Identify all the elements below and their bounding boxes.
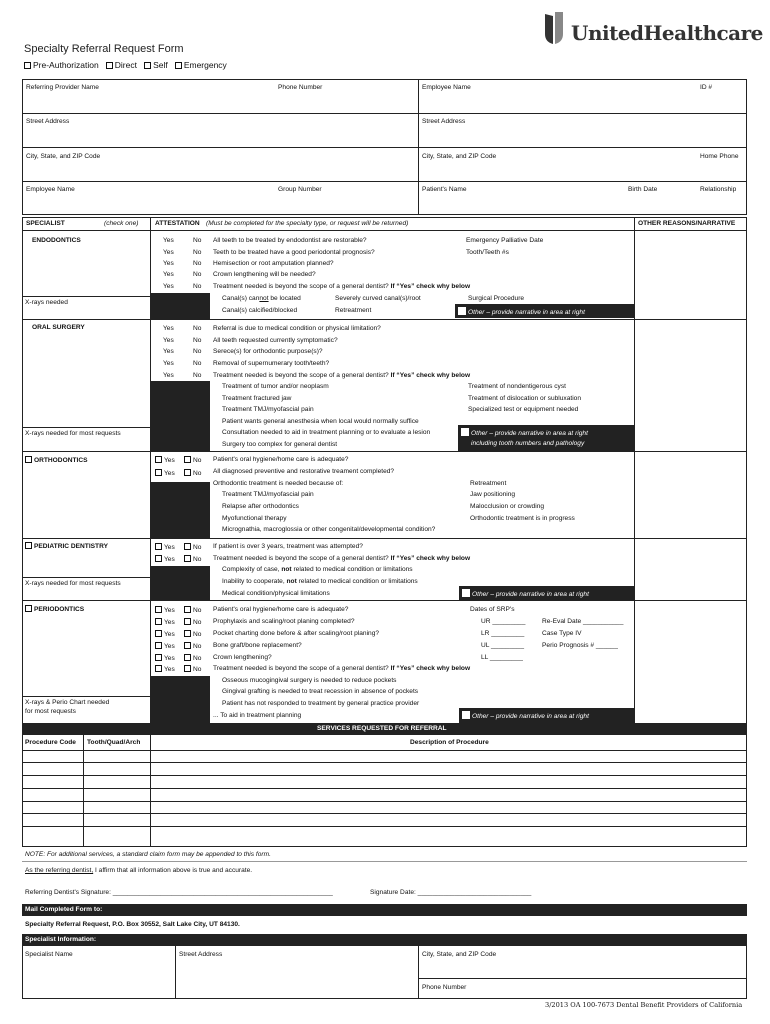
question: All teeth requested currently symptomatic? — [213, 337, 338, 344]
yes-option[interactable]: Yes — [163, 337, 174, 344]
question: All teeth to be treated by endodontist are restorable? — [213, 237, 367, 244]
yes-option[interactable]: Yes — [163, 271, 174, 278]
yes-option[interactable]: Yes — [155, 606, 175, 615]
reason-option[interactable]: Gingival grafting is needed to treat recession in absence of pockets — [222, 688, 419, 695]
checkbox[interactable] — [25, 456, 32, 463]
no-option[interactable]: No — [193, 337, 202, 344]
logo-text: UnitedHealthcare — [571, 21, 763, 45]
id-field[interactable]: ID # — [700, 84, 713, 91]
reeval-date-field[interactable]: Re-Eval Date ___________ — [542, 618, 624, 625]
yes-option[interactable]: Yes — [155, 665, 175, 674]
question: Patient's oral hygiene/home care is adequate? — [213, 606, 349, 613]
reason-option[interactable]: Inability to cooperate, not related to medical condition or limitations — [222, 578, 418, 585]
reason-option[interactable]: Complexity of case, not related to medical condition or limitations — [222, 566, 413, 573]
no-option[interactable]: No — [184, 642, 201, 651]
services-title: SERVICES REQUESTED FOR REFERRAL — [317, 725, 447, 732]
mail-to-label: Mail Completed Form to: — [25, 906, 103, 913]
attestation-header: ATTESTATION — [155, 220, 200, 227]
no-option[interactable]: No — [184, 618, 201, 627]
no-option[interactable]: No — [184, 665, 201, 674]
endodontics-label: ENDODONTICS — [32, 237, 81, 244]
reason-option[interactable]: Treatment of dislocation or subluxation — [468, 395, 582, 402]
emergency-option[interactable]: Emergency — [175, 60, 227, 70]
phone-number-field[interactable]: Phone Number — [278, 84, 323, 91]
yes-option[interactable]: Yes — [163, 249, 174, 256]
reason-option[interactable]: Osseous mucogingival surgery is needed to reduce pockets — [222, 677, 397, 684]
perio-xrays-note: for most requests — [25, 708, 76, 715]
other-option[interactable]: Other – provide narrative in area at right — [461, 428, 588, 438]
no-option[interactable]: No — [184, 606, 201, 615]
group-number-field[interactable]: Group Number — [278, 186, 322, 193]
pre-auth-option[interactable]: Pre-Authorization — [24, 60, 99, 70]
no-option[interactable]: No — [184, 543, 201, 552]
oral-surgery-label: ORAL SURGERY — [32, 324, 85, 331]
no-option[interactable]: No — [184, 469, 201, 478]
reason-option[interactable]: Surgery too complex for general dentist — [222, 441, 338, 448]
yes-option[interactable]: Yes — [155, 654, 175, 663]
specialist-name-field[interactable]: Specialist Name — [25, 951, 73, 958]
tooth-numbers-field[interactable]: Tooth/Teeth #s — [466, 249, 509, 256]
self-option[interactable]: Self — [144, 60, 168, 70]
question: Crown lengthening will be needed? — [213, 271, 316, 278]
reason-option[interactable]: Treatment of nondentigerous cyst — [468, 383, 566, 390]
question: Crown lengthening? — [213, 654, 272, 661]
perio-prognosis-field[interactable]: Perio Prognosis # ______ — [542, 642, 618, 649]
no-option[interactable]: No — [193, 348, 202, 355]
yes-option[interactable]: Yes — [155, 618, 175, 627]
question: All diagnosed preventive and restorative treament completed? — [213, 468, 395, 475]
reason-option[interactable]: Relapse after orthodontics — [222, 503, 299, 510]
street-address-field[interactable]: Street Address — [26, 118, 70, 125]
affirmation: As the referring dentist, I affirm that all information above is true and accurate. — [25, 867, 253, 874]
question: Removal of supernumerary tooth/teeth? — [213, 360, 330, 367]
specialist-street-field[interactable]: Street Address — [179, 951, 223, 958]
yes-option[interactable]: Yes — [163, 283, 174, 290]
reason-option[interactable]: Patient wants general anesthesia when local would normally suffice — [222, 418, 419, 425]
oral-surgery-xrays: X-rays needed for most requests — [25, 430, 121, 437]
other-option-note: including tooth numbers and pathology — [471, 440, 585, 447]
yes-option[interactable]: Yes — [155, 469, 175, 478]
city-state-zip-field[interactable]: City, State, and ZIP Code — [26, 153, 101, 160]
direct-option[interactable]: Direct — [106, 60, 137, 70]
street-address-field-2[interactable]: Street Address — [422, 118, 466, 125]
referral-type-row — [24, 60, 227, 70]
page-title: Specialty Referral Request Form — [24, 43, 184, 55]
reason-option[interactable]: Medical condition/physical limitations — [222, 590, 330, 597]
patient-name-field[interactable]: Patient's Name — [422, 186, 467, 193]
no-option[interactable]: No — [193, 325, 202, 332]
ul-field[interactable]: UL _________ — [481, 642, 525, 649]
yes-option[interactable]: Yes — [163, 348, 174, 355]
beyond-scope-question: Treatment needed is beyond the scope of a general dentist? If “Yes” check why below — [213, 555, 471, 562]
no-option[interactable]: No — [193, 283, 202, 290]
city-state-zip-field-2[interactable]: City, State, and ZIP Code — [422, 153, 497, 160]
question: Pocket charting done before & after scaling/root planing? — [213, 630, 380, 637]
question: Hemisection or root amputation planned? — [213, 260, 334, 267]
other-reasons-header: OTHER REASONS/NARRATIVE — [638, 220, 736, 227]
no-option[interactable]: No — [193, 360, 202, 367]
reason-option[interactable]: ... To aid in treatment planning — [213, 712, 302, 719]
checkbox[interactable] — [25, 542, 32, 549]
referring-provider-field[interactable]: Referring Provider Name — [26, 84, 99, 91]
description-header: Description of Procedure — [410, 739, 489, 746]
tooth-quad-arch-header: Tooth/Quad/Arch — [87, 739, 141, 746]
yes-option[interactable]: Yes — [163, 260, 174, 267]
logo — [543, 10, 763, 48]
reason-option[interactable]: Surgical Procedure — [468, 295, 525, 302]
question: Bone graft/bone replacement? — [213, 642, 302, 649]
orthodontics-label[interactable]: ORTHODONTICS — [25, 456, 87, 465]
other-option[interactable]: Other – provide narrative in area at right — [458, 307, 585, 317]
reason-option[interactable]: Myofunctional therapy — [222, 515, 287, 522]
other-option[interactable]: Other – provide narrative in area at right — [462, 589, 589, 599]
other-option[interactable]: Other – provide narrative in area at right — [462, 711, 589, 721]
reason-option[interactable]: Patient has not responded to treatment by general practice provider — [222, 700, 420, 707]
ur-field[interactable]: UR _________ — [481, 618, 526, 625]
yes-option[interactable]: Yes — [163, 372, 174, 379]
emergency-date-field[interactable]: Emergency Palliative Date — [466, 237, 544, 244]
question: Prophylaxis and scaling/root planing completed? — [213, 618, 355, 625]
form-code: 3/2013 OA 100-7673 Dental Benefit Providers of California — [545, 1001, 743, 1009]
pediatric-label[interactable]: PEDIATRIC DENTISTRY — [25, 542, 108, 551]
yes-option[interactable]: Yes — [155, 642, 175, 651]
reason-option[interactable]: Canal(s) cannot be located — [222, 295, 301, 302]
yes-option[interactable]: Yes — [155, 630, 175, 639]
reason-option[interactable]: Jaw positioning — [470, 491, 516, 498]
specialist-info-label: Specialist Information: — [25, 936, 97, 943]
reason-option[interactable]: Orthodontic treatment is in progress — [470, 515, 575, 522]
no-option[interactable]: No — [184, 555, 201, 564]
case-type-field[interactable]: Case Type IV — [542, 630, 582, 637]
yes-option[interactable]: Yes — [155, 543, 175, 552]
yes-option[interactable]: Yes — [155, 555, 175, 564]
endodontics-xrays: X-rays needed — [25, 299, 68, 306]
beyond-scope-question: Treatment needed is beyond the scope of a general dentist? If “Yes” check why below — [213, 283, 471, 290]
employee-name-field[interactable]: Employee Name — [422, 84, 471, 91]
no-option[interactable]: No — [193, 249, 202, 256]
periodontics-label[interactable]: PERIODONTICS — [25, 605, 84, 614]
logo-mark-icon — [543, 10, 569, 46]
checkbox[interactable] — [24, 62, 31, 69]
reason-option[interactable]: Micrognathia, macroglossia or other congenital/developmental condition? — [222, 526, 436, 533]
additional-services-note: NOTE: For additional services, a standard claim form may be appended to this form. — [25, 851, 271, 858]
ll-field[interactable]: LL _________ — [481, 654, 523, 661]
checkbox[interactable] — [144, 62, 151, 69]
checkbox[interactable] — [25, 605, 32, 612]
question: Patient's oral hygiene/home care is adequate? — [213, 456, 349, 463]
yes-option[interactable]: Yes — [155, 456, 175, 465]
beyond-scope-question: Treatment needed is beyond the scope of a general dentist? If “Yes” check why below — [213, 372, 471, 379]
reason-option[interactable]: Treatment TMJ/myofascial pain — [222, 406, 314, 413]
employee-name-field-2[interactable]: Employee Name — [26, 186, 75, 193]
check-one-note: (check one) — [104, 220, 139, 227]
no-option[interactable]: No — [193, 271, 202, 278]
dentist-signature-field[interactable]: Referring Dentist's Signature: ____________________________________________________________ — [25, 889, 333, 896]
checkbox[interactable] — [175, 62, 182, 69]
reason-option[interactable]: Canal(s) calcified/blocked — [222, 307, 298, 314]
srp-dates-label: Dates of SRP's — [470, 606, 515, 613]
reason-option[interactable]: Treatment TMJ/myofascial pain — [222, 491, 314, 498]
specialist-header: SPECIALIST — [26, 220, 65, 227]
reason-option[interactable]: Consultation needed to aid in treatment planning or to evaluate a lesion — [222, 429, 431, 436]
yes-option[interactable]: Yes — [163, 360, 174, 367]
question: Referral is due to medical condition or physical limitation? — [213, 325, 381, 332]
procedure-code-header: Procedure Code — [25, 739, 76, 746]
question: Teeth to be treated have a good periodontal prognosis? — [213, 249, 375, 256]
no-option[interactable]: No — [193, 237, 202, 244]
reason-option[interactable]: Retreatment — [470, 480, 507, 487]
reason-option[interactable]: Treatment fractured jaw — [222, 395, 292, 402]
reason-option[interactable]: Treatment of tumor and/or neoplasm — [222, 383, 329, 390]
no-option[interactable]: No — [184, 456, 201, 465]
no-option[interactable]: No — [184, 654, 201, 663]
attestation-note: (Must be completed for the specialty type, or request will be returned) — [206, 220, 409, 227]
reason-option[interactable]: Malocclusion or crowding — [470, 503, 545, 510]
reason-option[interactable]: Retreatment — [335, 307, 372, 314]
question: Orthodontic treatment is needed because of: — [213, 480, 344, 487]
perio-xrays: X-rays & Perio Chart needed — [25, 699, 110, 706]
yes-option[interactable]: Yes — [163, 325, 174, 332]
yes-option[interactable]: Yes — [163, 237, 174, 244]
home-phone-field[interactable]: Home Phone — [700, 153, 739, 160]
no-option[interactable]: No — [184, 630, 201, 639]
no-option[interactable]: No — [193, 260, 202, 267]
birth-date-field[interactable]: Birth Date — [628, 186, 658, 193]
question: If patient is over 3 years, treatment was attempted? — [213, 543, 363, 550]
relationship-field[interactable]: Relationship — [700, 186, 737, 193]
question: Serece(s) for orthodontic purpose(s)? — [213, 348, 323, 355]
pediatric-xrays: X-rays needed for most requests — [25, 580, 121, 587]
checkbox[interactable] — [106, 62, 113, 69]
no-option[interactable]: No — [193, 372, 202, 379]
reason-option[interactable]: Severely curved canal(s)/root — [335, 295, 421, 302]
specialist-phone-field[interactable]: Phone Number — [422, 984, 467, 991]
beyond-scope-question: Treatment needed is beyond the scope of a general dentist? If “Yes” check why below — [213, 665, 471, 672]
signature-date-field[interactable]: Signature Date: _______________________________ — [370, 889, 532, 896]
specialist-city-field[interactable]: City, State, and ZIP Code — [422, 951, 497, 958]
reason-option[interactable]: Specialized test or equipment needed — [468, 406, 579, 413]
mail-address: Specialty Referral Request, P.O. Box 30552, Salt Lake City, UT 84130. — [25, 921, 240, 928]
lr-field[interactable]: LR _________ — [481, 630, 525, 637]
